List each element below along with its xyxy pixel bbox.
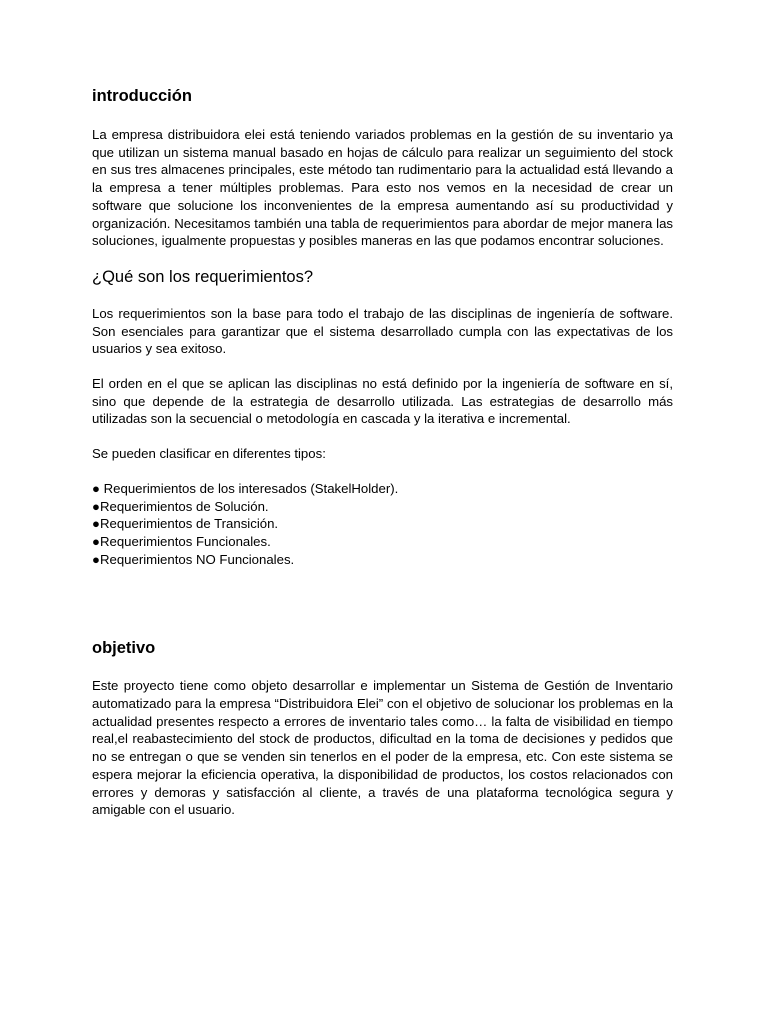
list-item: ● Requerimientos de los interesados (StakelHolder). bbox=[92, 480, 399, 496]
requirements-type-list bbox=[92, 480, 673, 569]
list-item: ●Requerimientos de Transición. bbox=[92, 516, 279, 532]
list-item: ●Requerimientos Funcionales. bbox=[92, 533, 271, 549]
requirements-types-intro: Se pueden clasificar en diferentes tipos: bbox=[92, 446, 326, 462]
list-item: ●Requerimientos de Solución. bbox=[92, 498, 269, 514]
objective-paragraph: Este proyecto tiene como objeto desarrollar e implementar un Sistema de Gestión de Inventario automatizado para la empresa “Distribuidora Elei” con el objetivo de solucionar los problemas en la actualidad presentes respecto a errores de inventario tales como… la falta de visibilidad en tiempo real,el reabastecimiento del stock de productos, dificultad en la toma de decisiones y pedidos que no se entregan o que se venden sin tenerlos en el poder de la empresa, etc. Con este sistema se espera mejorar la eficiencia operativa, la disponibilidad de productos, los costos relacionados con errores y demoras y satisfacción al cliente, a través de una plataforma tecnológica segura y amigable con el usuario. bbox=[92, 678, 673, 818]
intro-heading: introducción bbox=[92, 87, 192, 105]
list-item: ●Requerimientos NO Funcionales. bbox=[92, 551, 295, 567]
requirements-heading: ¿Qué son los requerimientos? bbox=[92, 267, 314, 286]
intro-paragraph: La empresa distribuidora elei está teniendo variados problemas en la gestión de su inventario ya que utilizan un sistema manual basado en hojas de cálculo para realizar un seguimiento del stock en sus tres almacenes principales, este método tan rudimentario para la actualidad está llevando a la empresa a tener múltiples problemas. Para esto nos vemos en la necesidad de crear un software que solucione los inconvenientes de la empresa aumentando así su productividad y organización. Necesitamos también una tabla de requerimientos para abordar de mejor manera las soluciones, igualmente propuestas y posibles maneras en las que podamos encontrar soluciones. bbox=[92, 127, 673, 249]
objective-heading: objetivo bbox=[92, 639, 156, 658]
document-page bbox=[92, 84, 673, 819]
requirements-paragraph-1: Los requerimientos son la base para todo el trabajo de las disciplinas de ingeniería de software. Son esenciales para garantizar que el sistema desarrollado cumpla con las expectativas de los usuarios y sea exitoso. bbox=[92, 305, 673, 357]
requirements-paragraph-2: El orden en el que se aplican las disciplinas no está definido por la ingeniería de software en sí, sino que depende de la estrategia de desarrollo utilizada. Las estrategias de desarrollo más utilizadas son la secuencial o metodología en cascada y la iterativa e incremental. bbox=[92, 376, 673, 427]
